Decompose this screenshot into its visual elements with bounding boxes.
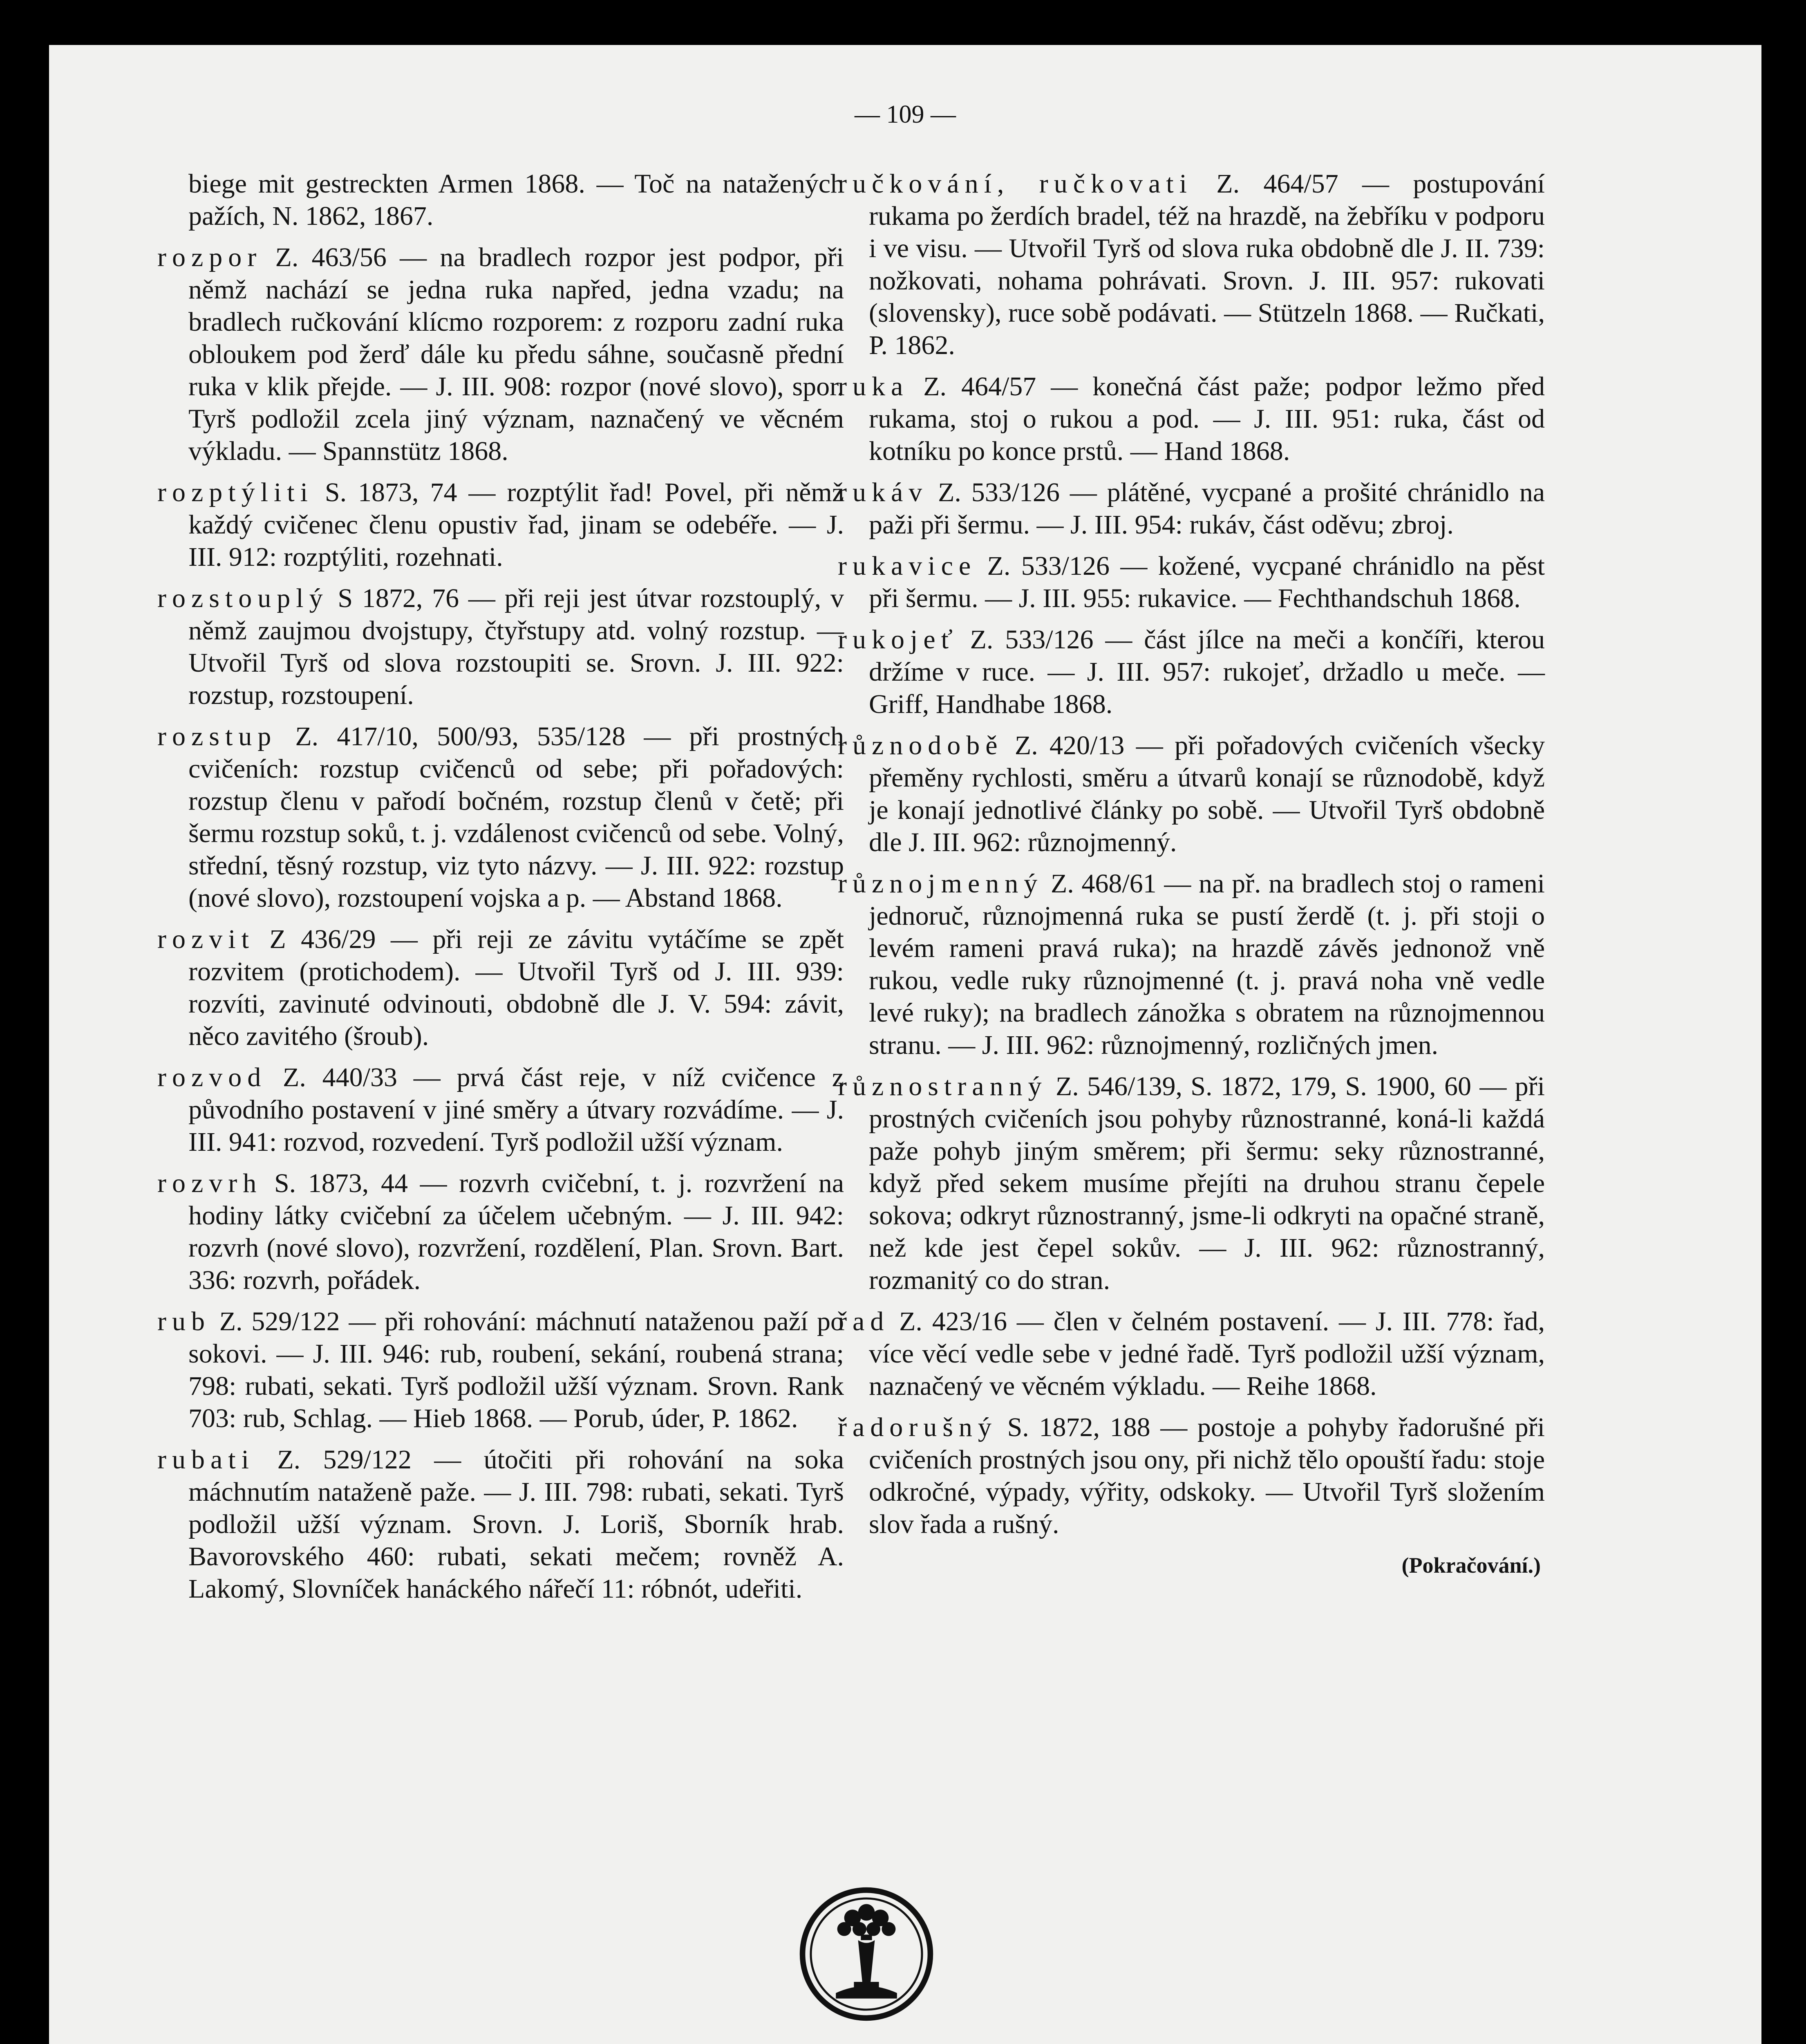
dictionary-entry	[157, 1167, 844, 1296]
entry-text: Z. 533/126 — plátěné, vycpané a prošité chránidlo na paži při šermu. — J. III. 954: rukáv, část oděvu; zbroj.	[869, 477, 1545, 540]
entry-headword: rukojeť	[838, 625, 958, 654]
dictionary-entry	[838, 1305, 1545, 1402]
entry-headword: rozvod	[157, 1062, 267, 1092]
dictionary-entry	[838, 476, 1545, 541]
entry-text: Z 436/29 — při reji ze závitu vytáčíme se zpět rozvitem (protichodem). — Utvořil Tyrš od J. III. 939: rozvíti, zavinuté odvinouti, obdobně dle J. V. 594: závit, něco zavitého (šroub).	[188, 924, 844, 1051]
entry-text: Z. 423/16 — člen v čelném postavení. — J. III. 778: řad, více věcí vedle sebe v jedné řadě. Tyrš podložil užší význam, naznačený ve věcném výkladu. — Reihe 1868.	[869, 1307, 1545, 1401]
entry-text: Z. 546/139, S. 1872, 179, S. 1900, 60 — při prostných cvičeních jsou pohyby různostranné, koná-li každá paže pohyb jiným směrem; při šermu: seky různostranné, když před sekem musíme přejíti na druhou stranu čepele sokova; odkryt různostranný, jsme-li odkryti na opačné straně, než kde jest čepel sokův. — J. III. 962: různostranný, rozmanitý co do stran.	[869, 1071, 1545, 1295]
entry-headword: ruka	[838, 372, 909, 401]
entry-text: Z. 463/56 — na bradlech rozpor jest podpor, při němž nachází se jedna ruka napřed, jedna vzadu; na bradlech ručkování klícmo rozporem: z rozporu zadní ruka obloukem pod žerď dále ku předu sáhne, současně přední ruka v klik přejde. — J. III. 908: rozpor (nové slovo), spor. Tyrš podložil zcela jiný význam, naznačený ve věcném výkladu. — Spannstütz 1868.	[188, 242, 844, 466]
entry-text: Z. 533/126 — část jílce na meči a končíři, kterou držíme v ruce. — J. III. 957: rukojeť, držadlo u meče. — Griff, Handhabe 1868.	[869, 625, 1545, 719]
dictionary-entry	[838, 168, 1545, 361]
entry-headword: různodobě	[838, 731, 1003, 760]
entry-headword: rukavice	[838, 551, 977, 581]
entry-text: Z. 529/122 — při rohování: máchnutí nataženou paží po sokovi. — J. III. 946: rub, roubení, sekání, roubená strana; 798: rubati, sekati. Tyrš podložil užší význam. Srovn. Rank 703: rub, Schlag. — Hieb 1868. — Porub, úder, P. 1862.	[188, 1307, 844, 1433]
entry-text: Z. 529/122 — útočiti při rohování na soka máchnutím nataženě paže. — J. III. 798: rubati, sekati. Tyrš podložil užší význam. Srovn. J. Loriš, Sborník hrab. Bavorovského 460: rubati, sekati mečem; rovněž A. Lakomý, Slovníček hanáckého nářečí 11: róbnót, udeřiti.	[188, 1445, 844, 1604]
vase-emblem-icon	[797, 1885, 936, 2024]
entry-headword: různostranný	[838, 1071, 1047, 1101]
dictionary-entry	[838, 1070, 1545, 1296]
dictionary-entry	[157, 720, 844, 914]
entry-text: Z. 417/10, 500/93, 535/128 — při prostných cvičeních: rozstup cvičenců od sebe; při pořadových: rozstup členu v pařodí bočném, rozstup členů v četě; při šermu rozstup soků, t. j. vzdálenost cvičenců od sebe. Volný, střední, těsný rozstup, viz tyto názvy. — J. III. 922: rozstup (nové slovo), rozstoupení vojska a p. — Abstand 1868.	[188, 722, 844, 913]
entry-text: S 1872, 76 — při reji jest útvar rozstouplý, v němž zaujmou dvojstupy, čtyřstupy atd. volný rozstup. — Utvořil Tyrš od slova rozstoupiti se. Srovn. J. III. 922: rozstup, rozstoupení.	[188, 583, 844, 710]
document-page	[49, 45, 1761, 2044]
entry-headword: rukáv	[838, 477, 928, 507]
dictionary-entry	[838, 623, 1545, 720]
entry-headword: ručkování, ručkovati	[838, 169, 1193, 199]
dictionary-entry	[157, 1305, 844, 1434]
entry-text: Z. 440/33 — prvá část reje, v níž cvičence z původního postavení v jiné směry a útvary rozvádíme. — J. III. 941: rozvod, rozvedení. Tyrš podložil užší význam.	[188, 1062, 844, 1157]
entry-headword: rub	[157, 1307, 210, 1336]
entry-headword: rubati	[157, 1445, 255, 1475]
right-column	[838, 168, 1545, 1582]
continuation-note: (Pokračování.)	[1401, 1553, 1541, 1578]
entry-headword: rozvrh	[157, 1168, 262, 1198]
left-column	[157, 168, 844, 1614]
entry-text: Z. 420/13 — při pořadových cvičeních všecky přeměny rychlosti, směru a útvarů konají se různodobě, když je konají jednotlivé články po sobě. — Utvořil Tyrš obdobně dle J. III. 962: různojmenný.	[869, 731, 1545, 857]
dictionary-entry	[157, 1443, 844, 1605]
dictionary-entry	[157, 241, 844, 467]
page-number: — 109 —	[855, 101, 956, 128]
entry-headword: rozstouplý	[157, 583, 329, 613]
dictionary-entry	[157, 476, 844, 573]
dictionary-entry	[838, 1411, 1545, 1540]
entry-text: S. 1872, 188 — postoje a pohyby řadorušné při cvičeních prostných jsou ony, při nichž tělo opouští řadu: stoje odkročné, výpady, výřity, odskoky. — Utvořil Tyrš složením slov řada a rušný.	[869, 1412, 1545, 1539]
entry-headword: rozvit	[157, 924, 255, 954]
dictionary-entry	[157, 1061, 844, 1158]
entry-headword: řadorušný	[838, 1412, 997, 1442]
dictionary-entry	[157, 582, 844, 711]
entry-text: biege mit gestreckten Armen 1868. — Toč na natažených pažích, N. 1862, 1867.	[188, 169, 844, 231]
dictionary-entry	[838, 370, 1545, 467]
entry-text: S. 1873, 74 — rozptýlit řad! Povel, při němž každý cvičenec členu opustiv řad, jinam se odebéře. — J. III. 912: rozptýliti, rozehnati.	[188, 477, 844, 572]
dictionary-entry	[838, 729, 1545, 858]
entry-text: Z. 468/61 — na př. na bradlech stoj o rameni jednoruč, různojmenná ruka se pustí žerdě (t. j. při stoji o levém rameni pravá ruka); na hrazdě závěs jednonož vně rukou, vedle ruky různojmenné (t. j. pravá noha vně vedle levé ruky); na bradlech zánožka s obratem na různojmennou stranu. — J. III. 962: různojmenný, rozličných jmen.	[869, 869, 1545, 1060]
entry-headword: řad	[838, 1307, 890, 1336]
entry-text: S. 1873, 44 — rozvrh cvičební, t. j. rozvržení na hodiny látky cvičební za účelem učebným. — J. III. 942: rozvrh (nové slovo), rozvržení, rozdělení, Plan. Srovn. Bart. 336: rozvrh, pořádek.	[188, 1168, 844, 1295]
entry-headword: různojmenný	[838, 869, 1043, 899]
dictionary-entry	[838, 550, 1545, 614]
dictionary-entry	[157, 923, 844, 1052]
entry-text: Z. 464/57 — postupování rukama po žerdích bradel, též na hrazdě, na žebříku v podporu i ve visu. — Utvořil Tyrš od slova ruka obdobně dle J. II. 739: nožkovati, nohama pohrávati. Srovn. J. III. 957: rukovati (slovensky), ruce sobě podávati. — Stützeln 1868. — Ručkati, P. 1862.	[869, 169, 1545, 360]
entry-headword: rozptýliti	[157, 477, 313, 507]
dictionary-entry	[838, 867, 1545, 1061]
entry-text: Z. 464/57 — konečná část paže; podpor ležmo před rukama, stoj o rukou a pod. — J. III. 951: ruka, část od kotníku po konce prstů. — Hand 1868.	[869, 372, 1545, 466]
dictionary-entry	[157, 168, 844, 232]
entry-headword: rozstup	[157, 722, 277, 751]
entry-text: Z. 533/126 — kožené, vycpané chránidlo na pěst při šermu. — J. III. 955: rukavice. — Fechthandschuh 1868.	[869, 551, 1545, 613]
entry-headword: rozpor	[157, 242, 262, 272]
